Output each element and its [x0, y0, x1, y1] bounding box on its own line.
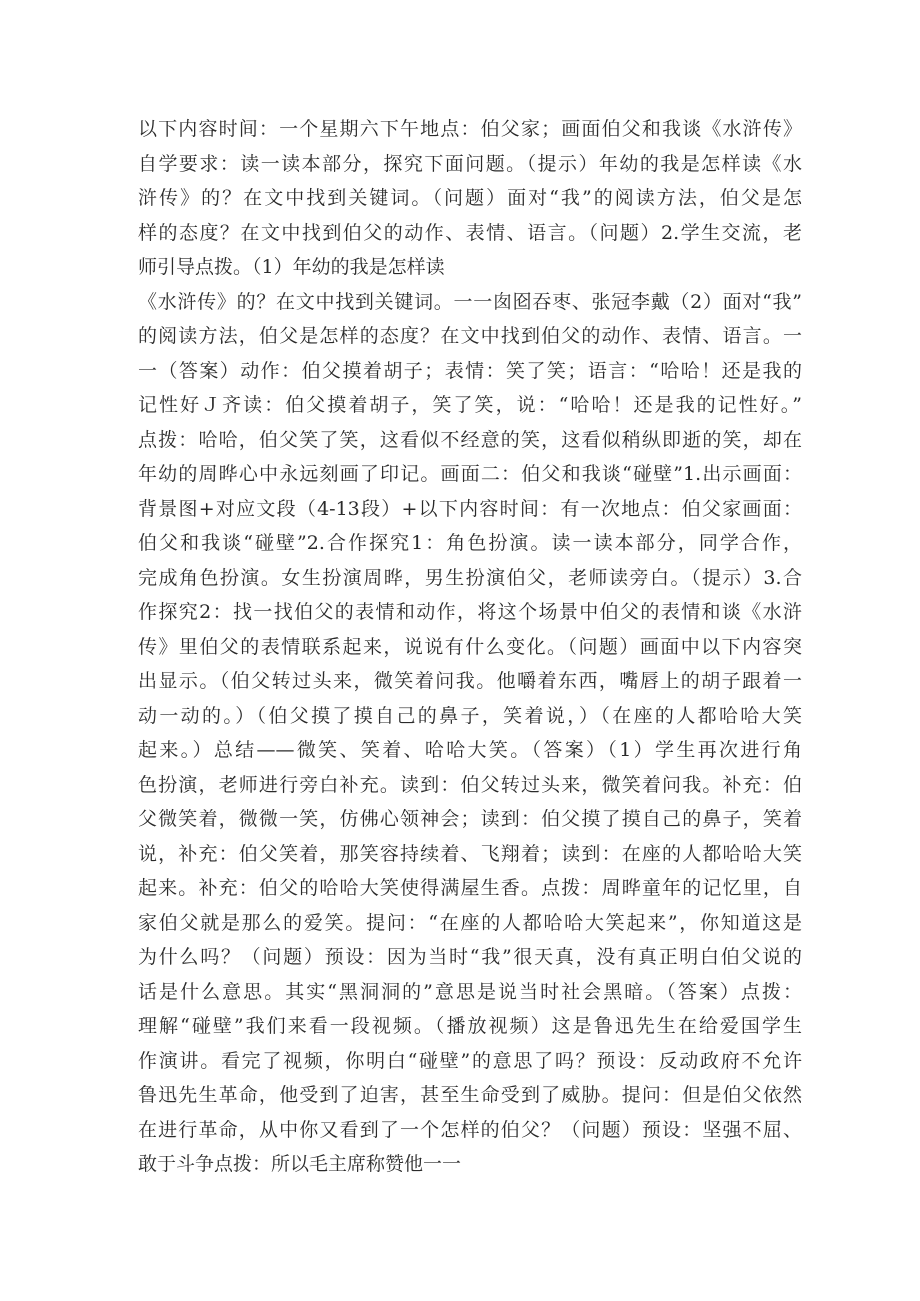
text-line: 理解“碰壁”我们来看一段视频。（播放视频）这是鲁迅先生在给爱国学生	[138, 1015, 802, 1037]
text-line: 在进行革命，从中你又看到了一个怎样的伯父？（问题）预设：坚强不屈、	[138, 1118, 802, 1141]
text-line: 出显示。（伯父转过头来，微笑着问我。他嚼着东西，嘴唇上的胡子跟着一	[138, 670, 802, 692]
text-line: 敢于斗争点拨：所以毛主席称赞他一一	[138, 1153, 462, 1175]
text-line: 背景图+对应文段（4-13段）+以下内容时间：有一次地点：伯父家画面：	[138, 497, 802, 520]
text-line: 起来。补充：伯父的哈哈大笑使得满屋生香。点拨：周晔童年的记忆里，自	[138, 877, 802, 899]
text-line: 点拨：哈哈，伯父笑了笑，这看似不经意的笑，这看似稍纵即逝的笑，却在	[138, 428, 802, 451]
text-line: 一（答案）动作：伯父摸着胡子；表情：笑了笑；语言：“哈哈！还是我的	[138, 359, 802, 382]
text-line: 起来。）总结——微笑、笑着、哈哈大笑。（答案）（1）学生再次进行角	[138, 739, 802, 761]
text-line: 色扮演，老师进行旁白补充。读到：伯父转过头来，微笑着问我。补充：伯	[138, 773, 802, 796]
text-line: 样的态度？在文中找到伯父的动作、表情、语言。（问题）2.学生交流，老	[138, 221, 802, 244]
text-line: 记性好Ｊ齐读：伯父摸着胡子，笑了笑，说：“哈哈！还是我的记性好。”	[138, 394, 802, 416]
text-line: 作探究2：找一找伯父的表情和动作，将这个场景中伯父的表情和谈《水浒	[138, 601, 802, 623]
text-line: 自学要求：读一读本部分，探究下面问题。（提示）年幼的我是怎样读《水	[138, 152, 802, 175]
text-line: 师引导点拨。（1）年幼的我是怎样读	[138, 256, 445, 278]
text-line: 家伯父就是那么的爱笑。提问：“在座的人都哈哈大笑起来”，你知道这是	[138, 911, 802, 934]
text-line: 浒传》的？在文中找到关键词。（问题）面对“我”的阅读方法，伯父是怎	[138, 187, 802, 209]
text-line: 《水浒传》的？在文中找到关键词。一一囱囵吞枣、张冠李戴（2）面对“我”	[138, 290, 802, 313]
text-line: 伯父和我谈“碰壁”2.合作探究1：角色扮演。读一读本部分，同学合作，	[138, 532, 802, 554]
text-line: 传》里伯父的表情联系起来，说说有什么变化。（问题）画面中以下内容突	[138, 635, 802, 658]
text-line: 说，补充：伯父笑着，那笑容持续着、飞翔着；读到：在座的人都哈哈大笑	[138, 842, 802, 865]
text-line: 以下内容时间：一个星期六下午地点：伯父家；画面伯父和我谈《水浒传》	[138, 118, 802, 140]
body-text	[138, 112, 802, 1182]
text-line: 鲁迅先生革命，他受到了迫害，甚至生命受到了威胁。提问：但是伯父依然	[138, 1084, 802, 1106]
text-line: 作演讲。看完了视频，你明白“碰壁”的意思了吗？预设：反动政府不允许	[138, 1049, 802, 1072]
text-line: 年幼的周晔心中永远刻画了印记。画面二：伯父和我谈“碰壁”1.出示画面：	[138, 463, 802, 485]
text-line: 话是什么意思。其实“黑洞洞的”意思是说当时社会黑暗。（答案）点拨：	[138, 980, 802, 1003]
text-line: 父微笑着，微微一笑，仿佛心领神会；读到：伯父摸了摸自己的鼻子，笑着	[138, 808, 802, 830]
text-line: 动一动的。）（伯父摸了摸自己的鼻子，笑着说，）（在座的人都哈哈大笑	[138, 704, 802, 727]
text-line: 的阅读方法，伯父是怎样的态度？在文中找到伯父的动作、表情、语言。一	[138, 325, 802, 347]
text-line: 完成角色扮演。女生扮演周晔，男生扮演伯父，老师读旁白。（提示）3.合	[138, 566, 802, 589]
text-line: 为什么吗？（问题）预设：因为当时“我”很天真，没有真正明白伯父说的	[138, 946, 802, 968]
